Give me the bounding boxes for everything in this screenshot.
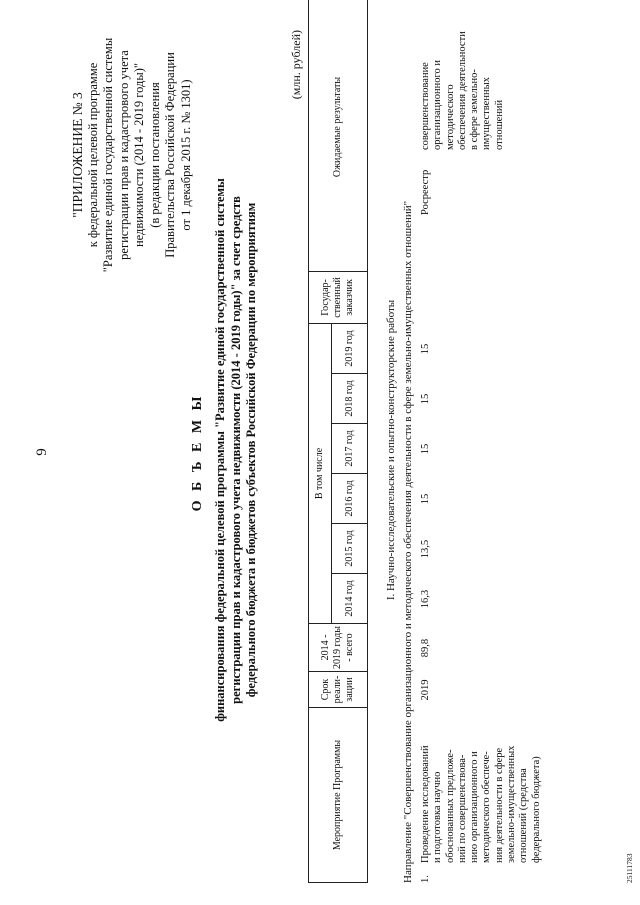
appendix-line: Правительства Российской Федерации (163, 52, 177, 258)
header-year: 2016 год (332, 474, 368, 524)
header-total: 2014 - 2019 годы - всего (309, 624, 368, 672)
row-year-value: 15 (420, 443, 431, 455)
row-event-line: методического обеспече- (481, 751, 493, 863)
header-year: 2019 год (332, 323, 368, 373)
table-header-row (309, 0, 332, 883)
document-id: 25111783 (625, 853, 634, 883)
row-year-value: 15 (420, 493, 431, 505)
row-result-line: обеспечения деятельности (456, 31, 468, 150)
row-year-value: 15 (420, 393, 431, 405)
header-event: Мероприятие Программы (309, 708, 368, 883)
units-label: (млн. рублей) (289, 30, 303, 100)
appendix-line: регистрации прав и кадастрового учета (116, 50, 131, 260)
subtitle-line: федерального бюджета и бюджетов субъектов Российской Федерации по мероприятиям (244, 202, 258, 698)
page-number: 9 (34, 448, 50, 456)
subtitle-line: финансирования федеральной целевой программы "Развитие единой государственной системы (213, 178, 227, 722)
row-year-value: 15 (420, 343, 431, 355)
row-result-line: отношений (493, 99, 505, 150)
row-event-line: отношений (средства (518, 768, 530, 863)
row-event-line: обоснованных предложе- (444, 749, 456, 863)
document-title: О Б Ъ Е М Ы (190, 393, 205, 512)
direction-heading: Направление "Совершенствование организационного и методического обеспечения деятельности в сфере земельно-имущественных отношений" (402, 200, 414, 883)
appendix-line: недвижимости (2014 - 2019 годы)" (132, 62, 146, 248)
appendix-title: "ПРИЛОЖЕНИЕ № 3 (70, 92, 85, 218)
appendix-block (70, 35, 194, 275)
row-year-value: 16,3 (420, 589, 431, 609)
row-term: 2019 (420, 679, 431, 701)
header-results: Ожидаемые результаты (309, 0, 368, 271)
row-result-line: совершенствование (420, 62, 431, 150)
row-event-line: земельно-имущественных (506, 745, 518, 863)
header-year: 2015 год (332, 524, 368, 574)
document-subtitle (213, 155, 260, 745)
row-event-line: ния деятельности в сфере (493, 747, 505, 863)
header-year: 2014 год (332, 574, 368, 624)
row-results (420, 30, 506, 150)
header-year: 2018 год (332, 374, 368, 424)
row-event-line: нию организационного и (469, 751, 481, 863)
section-heading: I. Научно-исследовательские и опытно-конструкторские работы (385, 299, 397, 601)
row-event-line: федерального бюджета) (530, 756, 542, 863)
row-result-line: методического (444, 84, 456, 150)
row-event-name (420, 711, 543, 863)
row-year-value: 13,5 (420, 539, 431, 559)
subtitle-line: регистрации прав и кадастрового учета недвижимости (2014 - 2019 годы)" за счет средств (228, 196, 243, 704)
row-number: 1. (420, 875, 431, 883)
row-event-line: Проведение исследований (420, 745, 431, 863)
header-including: В том числе (309, 323, 332, 623)
appendix-line: от 1 декабря 2015 г. № 1301) (178, 79, 193, 231)
header-customer: Государ- ственный заказчик (309, 271, 368, 323)
appendix-line: "Развитие единой государственной системы (101, 37, 115, 273)
header-term: Срок реали- зации (309, 672, 368, 708)
row-event-line: ний по совершенствова- (456, 754, 468, 863)
row-result-line: организационного и (432, 59, 444, 150)
row-event-line: и подготовка научно (432, 771, 444, 863)
row-result-line: в сфере земельно- (469, 69, 481, 150)
financing-table (308, 0, 368, 883)
appendix-line: к федеральной целевой программе (85, 62, 100, 248)
row-total: 89,8 (420, 638, 431, 658)
row-result-line: имущественных (481, 77, 493, 150)
row-customer: Росреестр (420, 169, 431, 215)
appendix-line: (в редакции постановления (147, 82, 162, 228)
header-year: 2017 год (332, 424, 368, 474)
